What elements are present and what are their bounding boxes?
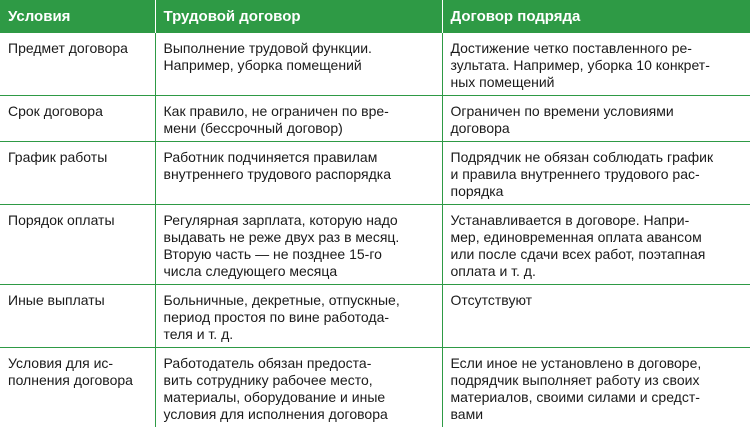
cell-labor: Регулярная зарплата, которую надо выдавать не реже двух раз в месяц. Вторую часть — не позднее 15-го числа следующего месяца: [155, 205, 442, 285]
cell-contract: Достижение четко поставленного ре- зультата. Например, уборка 10 конкрет- ных помещений: [442, 33, 750, 96]
cell-labor: Работодатель обязан предоста- вить сотруднику рабочее место, материалы, оборудование и иные условия для исполнения договора: [155, 348, 442, 427]
header-work-contract: Договор подряда: [442, 0, 750, 33]
table-row: [0, 205, 750, 285]
cell-contract: Устанавливается в договоре. Напри- мер, единовременная оплата авансом или после сдачи всех работ, поэтапная оплата и т. д.: [442, 205, 750, 285]
cell-contract: Отсутствуют: [442, 285, 750, 348]
header-conditions: Условия: [0, 0, 155, 33]
table-row: [0, 142, 750, 205]
table-row: [0, 33, 750, 96]
cell-condition: График работы: [0, 142, 155, 205]
cell-labor: Как правило, не ограничен по вре- мени (бессрочный договор): [155, 96, 442, 142]
cell-labor: Больничные, декретные, отпускные, период простоя по вине работода- теля и т. д.: [155, 285, 442, 348]
table-row: [0, 96, 750, 142]
table-row: [0, 285, 750, 348]
table-header-row: [0, 0, 750, 33]
cell-condition: Порядок оплаты: [0, 205, 155, 285]
cell-contract: Подрядчик не обязан соблюдать график и правила внутреннего трудового рас- порядка: [442, 142, 750, 205]
cell-condition: Иные выплаты: [0, 285, 155, 348]
header-labor-contract: Трудовой договор: [155, 0, 442, 33]
cell-labor: Работник подчиняется правилам внутреннего трудового распорядка: [155, 142, 442, 205]
cell-condition: Предмет договора: [0, 33, 155, 96]
cell-condition: Условия для ис- полнения договора: [0, 348, 155, 427]
cell-condition: Срок договора: [0, 96, 155, 142]
cell-contract: Если иное не установлено в договоре, подрядчик выполняет работу из своих материалов, своими силами и средст- вами: [442, 348, 750, 427]
cell-contract: Ограничен по времени условиями договора: [442, 96, 750, 142]
table-row: [0, 348, 750, 427]
cell-labor: Выполнение трудовой функции. Например, уборка помещений: [155, 33, 442, 96]
